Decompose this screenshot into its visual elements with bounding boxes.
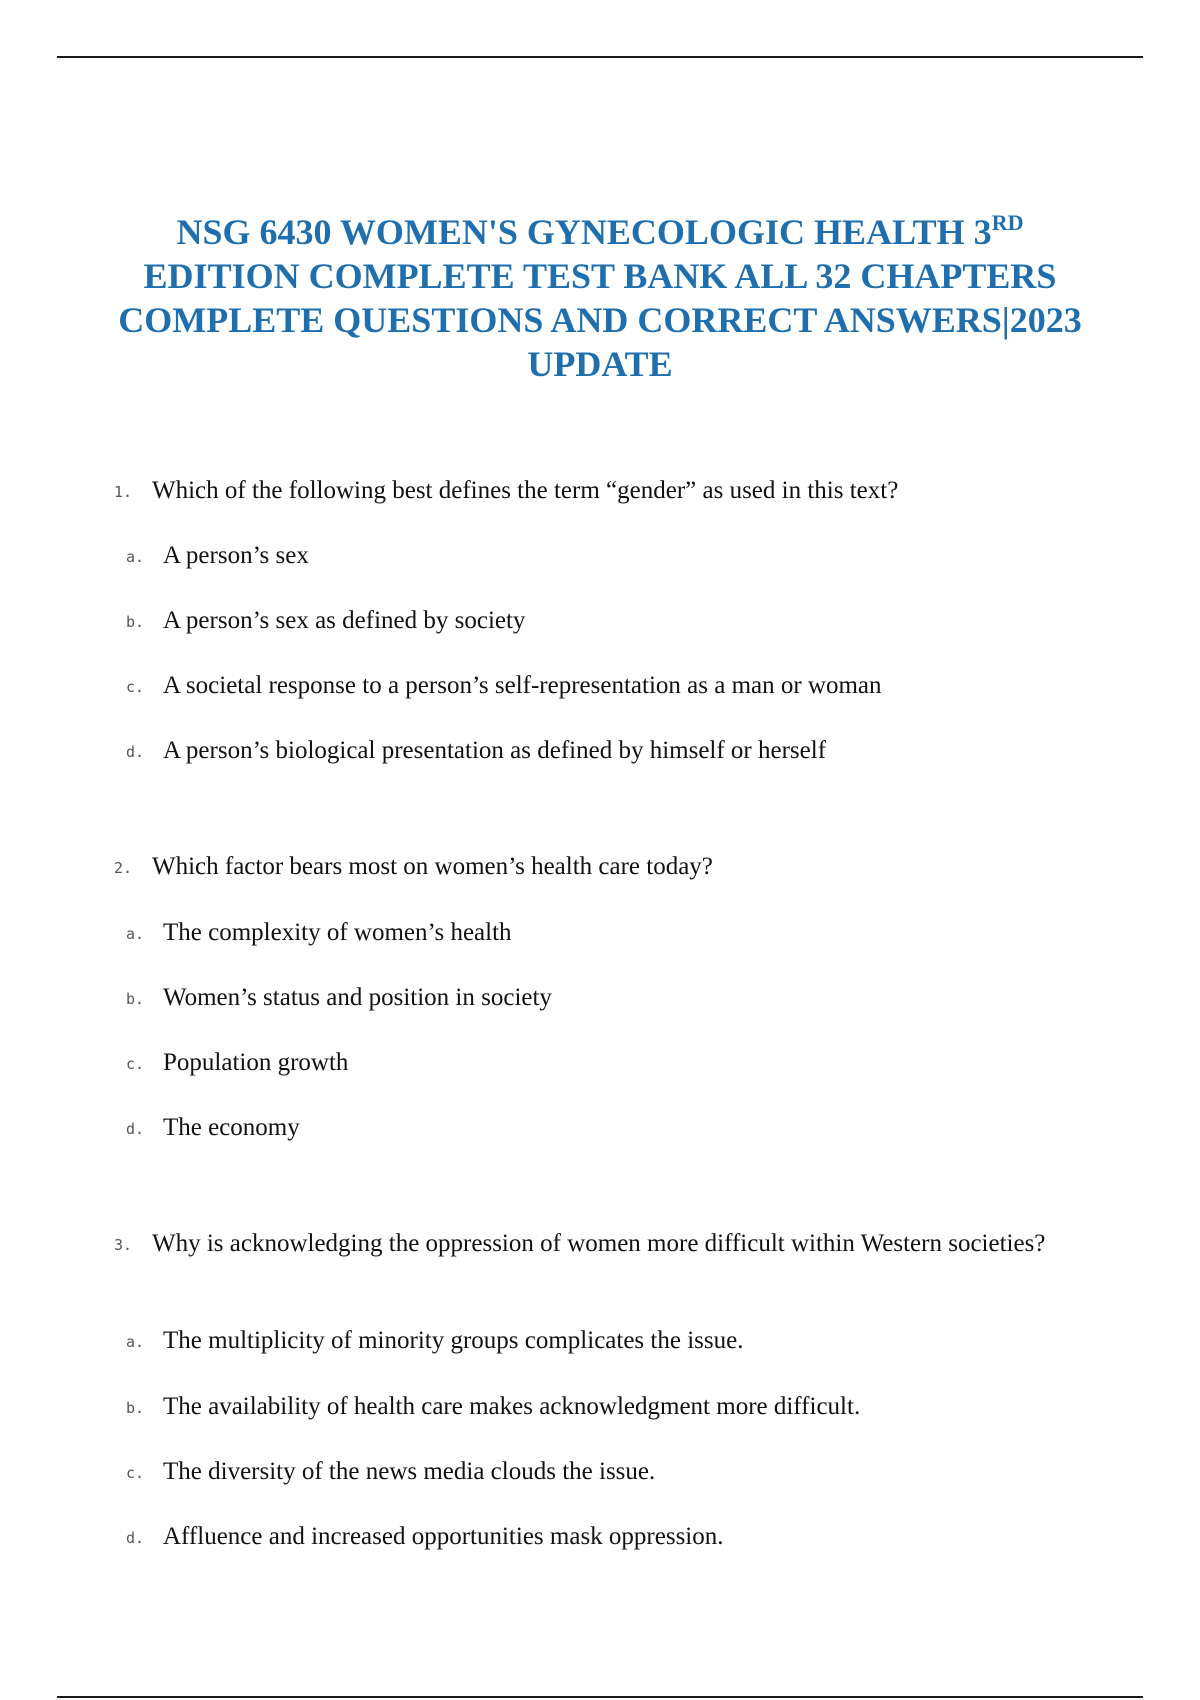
question-2-option-a [126, 917, 1086, 950]
option-letter: c. [126, 1464, 145, 1482]
option-text: The economy [163, 1114, 300, 1141]
option-text: The multiplicity of minority groups complicates the issue. [163, 1327, 744, 1354]
question-3-option-c [126, 1456, 1086, 1489]
option-letter: c. [126, 1055, 145, 1073]
question-2-option-c [126, 1047, 1086, 1080]
option-letter: d. [126, 1529, 145, 1547]
question-2-option-b [126, 982, 1086, 1015]
option-text: Women’s status and position in society [163, 984, 552, 1011]
option-letter: b. [126, 1399, 145, 1417]
question-number: 2. [114, 859, 133, 877]
question-3-option-b [126, 1391, 1086, 1424]
question-1-option-a [126, 540, 1086, 573]
question-3-option-d [126, 1521, 1086, 1554]
header-rule [57, 56, 1143, 58]
option-letter: a. [126, 548, 145, 566]
option-letter: d. [126, 743, 145, 761]
title-line-4: UPDATE [527, 344, 673, 384]
option-text: Affluence and increased opportunities mask oppression. [163, 1523, 724, 1550]
question-1-option-b [126, 605, 1086, 638]
question-text: Which factor bears most on women’s health care today? [152, 853, 713, 880]
option-text: The complexity of women’s health [163, 919, 512, 946]
question-text: Why is acknowledging the oppression of women more difficult within Western societies? [152, 1230, 1046, 1257]
option-text: A person’s biological presentation as defined by himself or herself [163, 737, 827, 764]
document-title [100, 210, 1100, 386]
option-letter: b. [126, 613, 145, 631]
option-text: Population growth [163, 1049, 349, 1076]
question-2-option-d [126, 1112, 1086, 1145]
option-letter: d. [126, 1120, 145, 1138]
option-text: A person’s sex [163, 542, 309, 569]
title-line-2: EDITION COMPLETE TEST BANK ALL 32 CHAPTERS [143, 256, 1057, 296]
question-3-option-a [126, 1325, 1086, 1358]
option-letter: a. [126, 925, 145, 943]
title-line-3: COMPLETE QUESTIONS AND CORRECT ANSWERS|2023 [118, 300, 1082, 340]
option-letter: a. [126, 1333, 145, 1351]
question-1-option-d [126, 735, 1086, 768]
footer-rule [57, 1696, 1143, 1698]
question-1-option-c [126, 670, 1086, 703]
option-text: The availability of health care makes acknowledgment more difficult. [163, 1393, 861, 1420]
question-text: Which of the following best defines the term “gender” as used in this text? [152, 477, 899, 504]
title-line-1: NSG 6430 WOMEN'S GYNECOLOGIC HEALTH 3RD [176, 210, 1024, 252]
option-text: The diversity of the news media clouds the issue. [163, 1458, 656, 1485]
option-letter: c. [126, 678, 145, 696]
question-number: 1. [114, 483, 133, 501]
option-letter: b. [126, 990, 145, 1008]
question-3 [114, 1228, 1064, 1261]
option-text: A person’s sex as defined by society [163, 607, 526, 634]
question-2 [114, 851, 1074, 884]
option-text: A societal response to a person’s self-representation as a man or woman [163, 672, 882, 699]
title-superscript: RD [991, 210, 1024, 235]
question-1 [114, 475, 1074, 508]
question-number: 3. [114, 1236, 133, 1254]
